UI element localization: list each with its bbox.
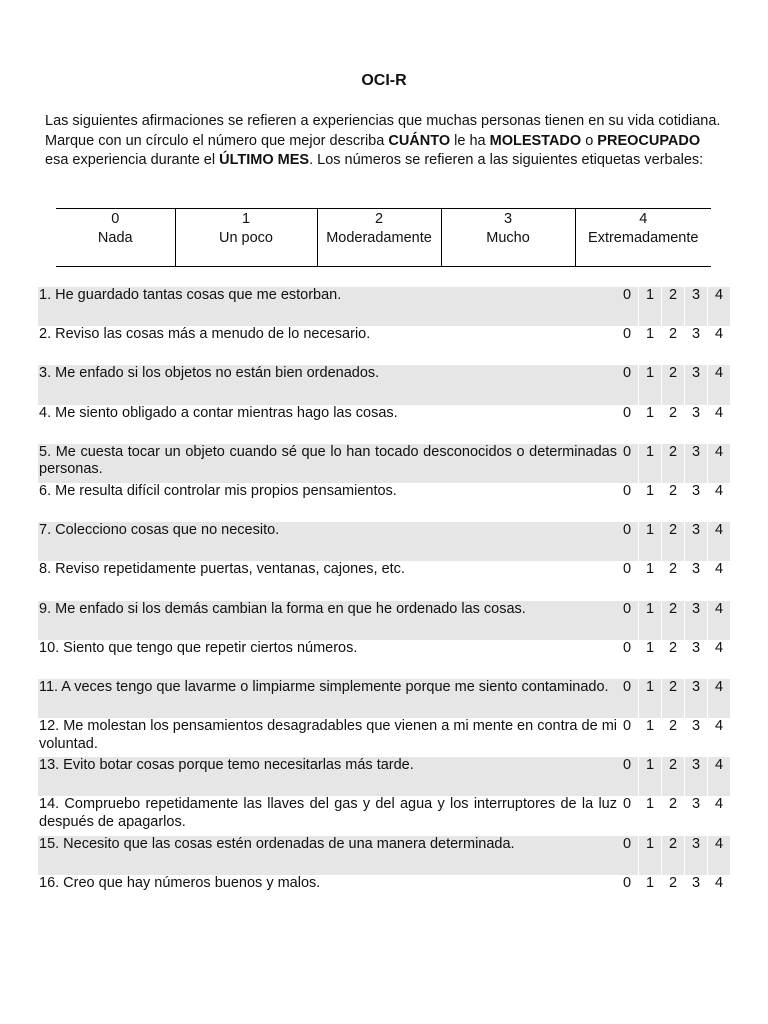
answer-option-0[interactable]: 0 [622, 796, 632, 813]
scale-value: 0 [111, 211, 120, 227]
question-text: 6. Me resulta difícil controlar mis propios pensamientos. [39, 482, 397, 499]
instructions-text: le ha [450, 132, 490, 149]
question-row [38, 875, 730, 914]
instructions-text: o [581, 132, 598, 149]
answer-option-0[interactable]: 0 [622, 522, 632, 539]
question-row [38, 287, 730, 326]
question-text: 15. Necesito que las cosas estén ordenadas de una manera determinada. [39, 835, 515, 852]
answer-option-3[interactable]: 3 [684, 640, 707, 679]
answer-option-0[interactable]: 0 [622, 718, 632, 735]
emphasis-ultimo-mes: ÚLTIMO MES [219, 152, 310, 168]
answer-option-3[interactable]: 3 [684, 875, 707, 914]
answer-option-1[interactable]: 1 [638, 326, 661, 365]
answer-option-2[interactable]: 2 [661, 601, 684, 640]
rating-scale-row [56, 209, 711, 267]
answer-options [616, 405, 730, 444]
question-row [38, 365, 730, 404]
question-text: 7. Colecciono cosas que no necesito. [39, 522, 280, 539]
answer-option-3[interactable]: 3 [684, 757, 707, 796]
answer-options [616, 522, 730, 561]
answer-option-4[interactable]: 4 [707, 444, 730, 483]
rating-scale-table [56, 208, 711, 267]
answer-options [616, 796, 730, 835]
answer-option-4[interactable]: 4 [707, 875, 730, 914]
answer-option-1[interactable]: 1 [638, 601, 661, 640]
question-text: 3. Me enfado si los objetos no están bien ordenados. [39, 365, 380, 382]
answer-options [616, 757, 730, 796]
answer-option-2[interactable]: 2 [661, 836, 684, 875]
question-text: 8. Reviso repetidamente puertas, ventanas, cajones, etc. [39, 561, 405, 578]
question-text: 2. Reviso las cosas más a menudo de lo necesario. [39, 326, 371, 343]
question-text: 13. Evito botar cosas porque temo necesitarlas más tarde. [39, 757, 414, 774]
emphasis-cuanto: CUÁNTO [388, 132, 451, 149]
answer-option-2[interactable]: 2 [661, 875, 684, 914]
answer-option-2[interactable]: 2 [661, 326, 684, 365]
scale-cell-0 [56, 209, 175, 267]
answer-option-1[interactable]: 1 [638, 875, 661, 914]
question-row [38, 405, 730, 444]
answer-option-1[interactable]: 1 [638, 679, 661, 718]
answer-options [616, 326, 730, 365]
scale-cell-3 [441, 209, 575, 267]
answer-option-0[interactable]: 0 [622, 443, 632, 460]
answer-options [616, 875, 730, 914]
question-row [38, 640, 730, 679]
answer-option-0[interactable]: 0 [622, 365, 632, 382]
instructions-text: Las siguientes afirmaciones se refieren a experiencias que muchas personas tienen en su vida cotidiana. Marque con un círculo el número que mejor describa [45, 113, 721, 149]
scale-label: Extremadamente [588, 230, 699, 246]
answer-option-4[interactable]: 4 [707, 405, 730, 444]
answer-option-2[interactable]: 2 [661, 679, 684, 718]
answer-option-1[interactable]: 1 [638, 444, 661, 483]
question-text: 4. Me siento obligado a contar mientras hago las cosas. [39, 404, 398, 421]
answer-option-3[interactable]: 3 [684, 405, 707, 444]
answer-option-1[interactable]: 1 [638, 287, 661, 326]
answer-options [616, 679, 730, 718]
answer-option-2[interactable]: 2 [661, 757, 684, 796]
question-row [38, 679, 730, 718]
question-text: 9. Me enfado si los demás cambian la forma en que he ordenado las cosas. [39, 600, 526, 617]
question-text: 11. A veces tengo que lavarme o limpiarme simplemente porque me siento contaminado. [39, 678, 609, 695]
question-row [38, 796, 730, 835]
emphasis-molestado: MOLESTADO [489, 132, 582, 149]
answer-option-1[interactable]: 1 [638, 796, 661, 835]
question-row [38, 601, 730, 640]
answer-options [616, 836, 730, 875]
answer-option-0[interactable]: 0 [622, 835, 632, 852]
answer-option-1[interactable]: 1 [638, 718, 661, 757]
scale-label: Un poco [218, 230, 273, 246]
answer-option-2[interactable]: 2 [661, 640, 684, 679]
answer-option-4[interactable]: 4 [707, 718, 730, 757]
answer-option-0[interactable]: 0 [622, 757, 632, 774]
answer-option-1[interactable]: 1 [638, 561, 661, 600]
scale-label: Nada [97, 230, 133, 246]
answer-option-2[interactable]: 2 [661, 718, 684, 757]
answer-option-3[interactable]: 3 [684, 365, 707, 404]
scale-value: 4 [639, 211, 648, 227]
answer-option-2[interactable]: 2 [661, 444, 684, 483]
scale-value: 1 [241, 211, 251, 227]
scale-value: 3 [503, 211, 513, 227]
answer-option-1[interactable]: 1 [638, 836, 661, 875]
answer-option-4[interactable]: 4 [707, 757, 730, 796]
answer-options [616, 483, 730, 522]
answer-option-4[interactable]: 4 [707, 483, 730, 522]
answer-option-1[interactable]: 1 [638, 522, 661, 561]
answer-options [616, 561, 730, 600]
answer-option-2[interactable]: 2 [661, 365, 684, 404]
answer-option-4[interactable]: 4 [707, 522, 730, 561]
answer-option-4[interactable]: 4 [707, 365, 730, 404]
answer-option-0[interactable]: 0 [622, 482, 632, 499]
answer-option-2[interactable]: 2 [661, 796, 684, 835]
question-text: 10. Siento que tengo que repetir ciertos números. [39, 639, 358, 656]
answer-option-3[interactable]: 3 [684, 522, 707, 561]
answer-option-2[interactable]: 2 [661, 405, 684, 444]
answer-option-3[interactable]: 3 [684, 836, 707, 875]
answer-option-2[interactable]: 2 [661, 522, 684, 561]
answer-option-0[interactable]: 0 [622, 561, 632, 578]
instructions-paragraph [45, 112, 725, 171]
scale-cell-2 [317, 209, 441, 267]
question-row [38, 444, 730, 483]
answer-option-4[interactable]: 4 [707, 679, 730, 718]
answer-option-3[interactable]: 3 [684, 796, 707, 835]
answer-option-4[interactable]: 4 [707, 640, 730, 679]
answer-option-1[interactable]: 1 [638, 365, 661, 404]
answer-option-0[interactable]: 0 [622, 639, 632, 656]
answer-option-3[interactable]: 3 [684, 326, 707, 365]
answer-option-3[interactable]: 3 [684, 601, 707, 640]
emphasis-preocupado: PREOCUPADO [597, 132, 701, 149]
answer-option-3[interactable]: 3 [684, 287, 707, 326]
answer-option-4[interactable]: 4 [707, 561, 730, 600]
answer-option-0[interactable]: 0 [622, 600, 632, 617]
questionnaire-items [38, 287, 730, 914]
question-text: 5. Me cuesta tocar un objeto cuando sé que lo han tocado desconocidos o determinadas personas. [39, 443, 617, 478]
answer-option-4[interactable]: 4 [707, 796, 730, 835]
answer-option-1[interactable]: 1 [638, 483, 661, 522]
answer-option-1[interactable]: 1 [638, 757, 661, 796]
scale-cell-1 [175, 209, 317, 267]
answer-options [616, 640, 730, 679]
answer-option-4[interactable]: 4 [707, 287, 730, 326]
answer-option-2[interactable]: 2 [661, 483, 684, 522]
answer-options [616, 365, 730, 404]
answer-options [616, 718, 730, 757]
answer-option-3[interactable]: 3 [684, 679, 707, 718]
question-text: 14. Compruebo repetidamente las llaves del gas y del agua y los interruptores de la luz después de apagarlos. [39, 796, 617, 830]
question-row [38, 718, 730, 757]
answer-option-1[interactable]: 1 [638, 640, 661, 679]
scale-value: 2 [374, 211, 384, 227]
answer-option-2[interactable]: 2 [661, 561, 684, 600]
answer-option-3[interactable]: 3 [684, 444, 707, 483]
answer-option-3[interactable]: 3 [684, 561, 707, 600]
answer-option-3[interactable]: 3 [684, 718, 707, 757]
scale-label: Mucho [486, 230, 530, 246]
answer-options [616, 444, 730, 483]
question-text: 1. He guardado tantas cosas que me estorban. [39, 287, 342, 303]
answer-option-4[interactable]: 4 [707, 601, 730, 640]
scale-label: Moderadamente [326, 230, 432, 246]
answer-options [616, 287, 730, 326]
question-row [38, 757, 730, 796]
question-row [38, 836, 730, 875]
answer-option-0[interactable]: 0 [622, 287, 632, 303]
instructions-text: . Los números se refieren a las siguientes etiquetas verbales: [309, 152, 704, 168]
answer-option-1[interactable]: 1 [638, 405, 661, 444]
answer-option-3[interactable]: 3 [684, 483, 707, 522]
answer-option-0[interactable]: 0 [622, 678, 632, 695]
question-row [38, 483, 730, 522]
scale-cell-4 [575, 209, 711, 267]
question-text: 12. Me molestan los pensamientos desagradables que vienen a mi mente en contra de mi voluntad. [39, 718, 617, 752]
document-title: OCI-R [361, 72, 407, 89]
question-row [38, 561, 730, 600]
answer-option-2[interactable]: 2 [661, 287, 684, 326]
question-row [38, 522, 730, 561]
answer-options [616, 601, 730, 640]
answer-option-4[interactable]: 4 [707, 326, 730, 365]
answer-option-0[interactable]: 0 [622, 326, 632, 343]
answer-option-4[interactable]: 4 [707, 836, 730, 875]
answer-option-0[interactable]: 0 [622, 874, 632, 891]
answer-option-0[interactable]: 0 [622, 404, 632, 421]
question-text: 16. Creo que hay números buenos y malos. [39, 874, 321, 891]
question-row [38, 326, 730, 365]
instructions-text: esa experiencia durante el [45, 152, 220, 168]
